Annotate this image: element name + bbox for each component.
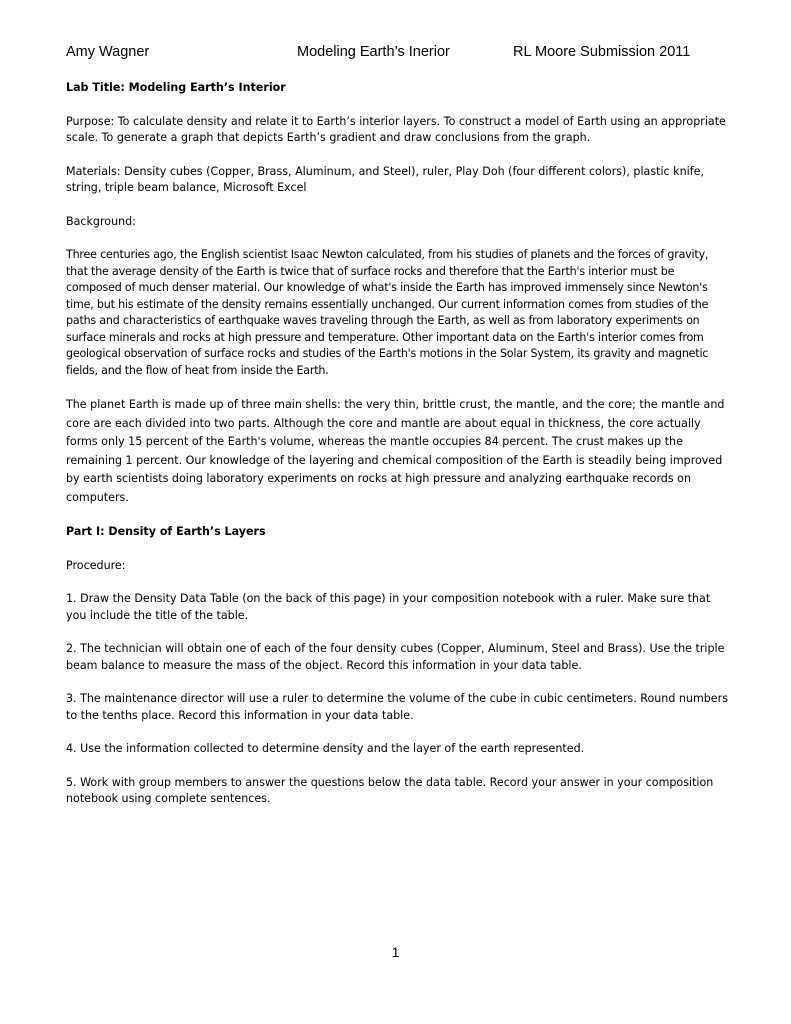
background-paragraph-1: Three centuries ago, the English scientist Isaac Newton calculated, from his studies of planets and the forces of gravity, that the average density of the Earth is twice that of surface rocks and therefore that the Earth's interior must be composed of much denser material. Our knowledge of what's inside the Earth has improved immensely since Newton's time, but his estimate of the density remains essentially unchanged. Our current information comes from studies of the paths and characteristics of earthquake waves traveling through the Earth, as well as from laboratory experiments on surface minerals and rocks at high pressure and temperature. Other important data on the Earth's interior comes from geological observation of surface rocks and studies of the Earth's motions in the Solar System, its gravity and magnetic fields, and the flow of heat from inside the Earth. [66, 248, 709, 377]
procedure-step-1: 1. Draw the Density Data Table (on the back of this page) in your composition notebook with a ruler. Make sure that you include the title of the table. [66, 592, 711, 622]
procedure-step-3: 3. The maintenance director will use a ruler to determine the volume of the cube in cubic centimeters. Round numbers to the tenths place. Record this information in your data table. [66, 692, 728, 722]
procedure-heading: Procedure: [66, 558, 126, 572]
materials-paragraph: Materials: Density cubes (Copper, Brass, Aluminum, and Steel), ruler, Play Doh (four different colors), plastic knife, string, triple beam balance, Microsoft Excel [66, 164, 704, 194]
lab-title: Lab Title: Modeling Earth’s Interior [66, 81, 286, 94]
procedure-step-2: 2. The technician will obtain one of each of the four density cubes (Copper, Aluminum, Steel and Brass). Use the triple beam balance to measure the mass of the object. Record this information in your data table. [66, 642, 725, 672]
header-submission: RL Moore Submission 2011 [513, 44, 691, 60]
document-body [66, 80, 732, 825]
background-heading: Background: [66, 214, 136, 228]
background-paragraph-2: The planet Earth is made up of three main shells: the very thin, brittle crust, the mantle, and the core; the mantle and core are each divided into two parts. Although the core and mantle are about equal in thickness, the core actually forms only 15 percent of the Earth's volume, whereas the mantle occupies 84 percent. The crust makes up the remaining 1 percent. Our knowledge of the layering and chemical composition of the Earth is steadily being improved by earth scientists doing laboratory experiments on rocks at high pressure and analyzing earthquake records on computers. [66, 398, 725, 504]
header-author: Amy Wagner [66, 44, 150, 60]
purpose-paragraph: Purpose: To calculate density and relate it to Earth’s interior layers. To construct a model of Earth using an appropriate scale. To generate a graph that depicts Earth’s gradient and draw conclusions from the graph. [66, 114, 726, 144]
page-number: 1 [391, 944, 400, 960]
procedure-step-5: 5. Work with group members to answer the questions below the data table. Record your answer in your composition notebook using complete sentences. [66, 775, 714, 805]
part1-heading: Part I: Density of Earth’s Layers [66, 525, 266, 538]
header-title: Modeling Earth’s Inerior [297, 44, 450, 60]
page-header [66, 44, 746, 66]
procedure-step-4: 4. Use the information collected to determine density and the layer of the earth represented. [66, 742, 585, 755]
